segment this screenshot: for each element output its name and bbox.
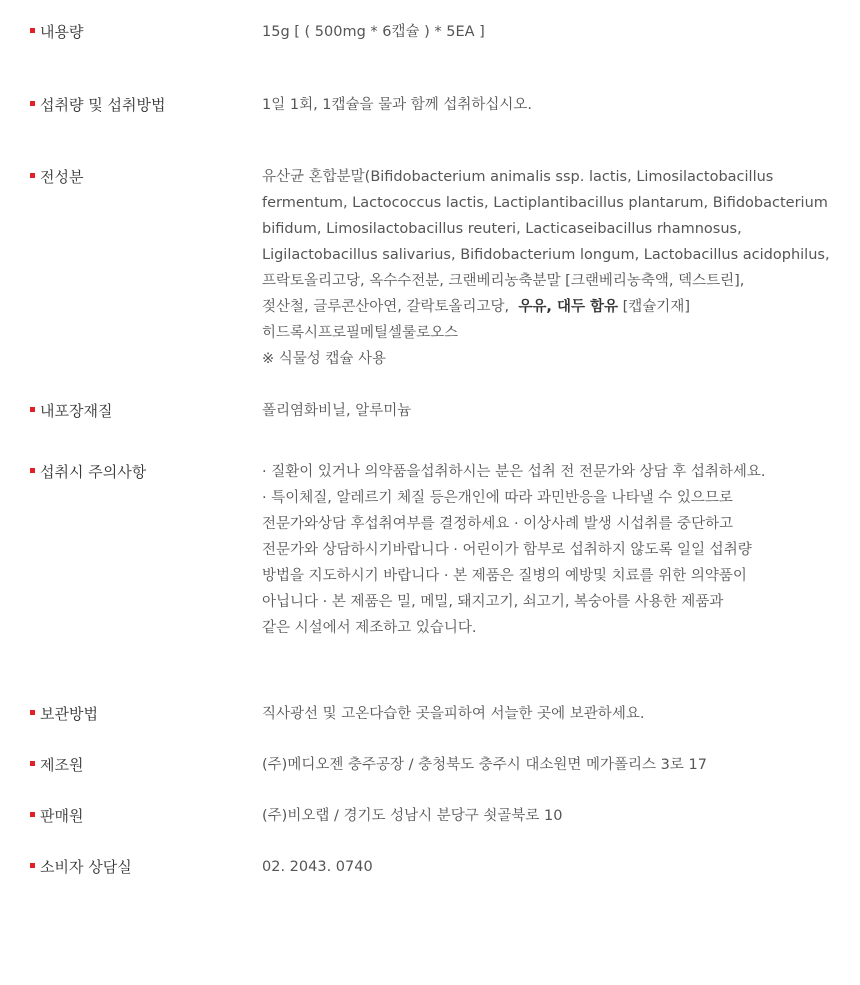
text-line: · 질환이 있거나 의약품을섭취하시는 분은 섭취 전 전문가와 상담 후 섭취하세요. — [262, 464, 766, 480]
text-line: 전문가와상담 후섭취여부를 결정하세요 · 이상사례 발생 시섭취를 중단하고 — [262, 516, 734, 532]
row-value: 1일 1회, 1캡슐을 물과 함께 섭취하십시오. — [262, 97, 533, 113]
text-line: 같은 시설에서 제조하고 있습니다. — [262, 620, 477, 636]
row-label-text: 섭취량 및 섭취방법 — [40, 96, 166, 114]
bullet-icon — [30, 812, 35, 817]
bullet-icon — [30, 101, 35, 106]
row-label-text: 섭취시 주의사항 — [40, 463, 147, 481]
row-label-text: 제조원 — [40, 756, 84, 774]
row-value: 폴리염화비닐, 알루미늄 — [262, 403, 412, 419]
row-label — [30, 701, 98, 727]
bullet-icon — [30, 863, 35, 868]
row-value: (주)메디오젠 충주공장 / 충청북도 충주시 대소원면 메가폴리스 3로 17 — [262, 757, 707, 773]
row-label — [30, 803, 83, 829]
text-segment: 젖산철, 글루콘산아연, 갈락토올리고당, — [262, 299, 510, 315]
text-line: 방법을 지도하시기 바랍니다 · 본 제품은 질병의 예방및 치료를 위한 의약품이 — [262, 568, 747, 584]
text-line: fermentum, Lactococcus lactis, Lactiplantibacillus plantarum, Bifidobacterium — [262, 195, 828, 211]
row-label-text: 판매원 — [40, 807, 84, 825]
row-value: (주)비오랩 / 경기도 성남시 분당구 쇳골북로 10 — [262, 808, 563, 824]
ingredients-text — [262, 164, 837, 372]
text-line: ※ 식물성 캡슐 사용 — [262, 351, 387, 367]
text-line: 전문가와 상담하시기바랍니다 · 어린이가 함부로 섭취하지 않도록 일일 섭취량 — [262, 542, 752, 558]
text-line: 프락토올리고당, 옥수수전분, 크랜베리농축분말 [크랜베리농축액, 덱스트린], — [262, 273, 745, 289]
row-label-text: 내용량 — [40, 23, 84, 41]
text-line: bifidum, Limosilactobacillus reuteri, Lacticaseibacillus rhamnosus, — [262, 221, 742, 237]
row-value: 직사광선 및 고온다습한 곳을피하여 서늘한 곳에 보관하세요. — [262, 706, 645, 722]
allergen-notice: 우유, 대두 함유 — [518, 299, 619, 315]
bullet-icon — [30, 173, 35, 178]
text-line — [262, 294, 837, 320]
row-label-text: 보관방법 — [40, 705, 98, 723]
customer-service-phone: 02. 2043. 0740 — [262, 859, 373, 875]
cautions-text — [262, 459, 837, 641]
bullet-icon — [30, 468, 35, 473]
bullet-icon — [30, 407, 35, 412]
row-label — [30, 398, 112, 424]
row-label-text: 소비자 상담실 — [40, 858, 132, 876]
text-line: · 특이체질, 알레르기 체질 등은개인에 따라 과민반응을 나타낼 수 있으므로 — [262, 490, 733, 506]
row-label — [30, 752, 83, 778]
row-label — [30, 19, 83, 45]
row-value: 15g [ ( 500mg * 6캡슐 ) * 5EA ] — [262, 24, 485, 40]
bullet-icon — [30, 710, 35, 715]
text-line: 아닙니다 · 본 제품은 밀, 메밀, 돼지고기, 쇠고기, 복숭아를 사용한 제품과 — [262, 594, 724, 610]
text-line: 히드록시프로필메틸셀룰로오스 — [262, 325, 459, 341]
row-label — [30, 92, 165, 118]
row-label — [30, 459, 146, 485]
text-line: Ligilactobacillus salivarius, Bifidobacterium longum, Lactobacillus acidophilus, — [262, 247, 830, 263]
text-line: 유산균 혼합분말(Bifidobacterium animalis ssp. lactis, Limosilactobacillus — [262, 169, 774, 185]
row-label — [30, 854, 132, 880]
row-label-text: 전성분 — [40, 168, 84, 186]
row-label — [30, 164, 83, 190]
text-segment: [캡슐기재] — [622, 299, 690, 315]
bullet-icon — [30, 761, 35, 766]
bullet-icon — [30, 28, 35, 33]
row-label-text: 내포장재질 — [40, 402, 113, 420]
